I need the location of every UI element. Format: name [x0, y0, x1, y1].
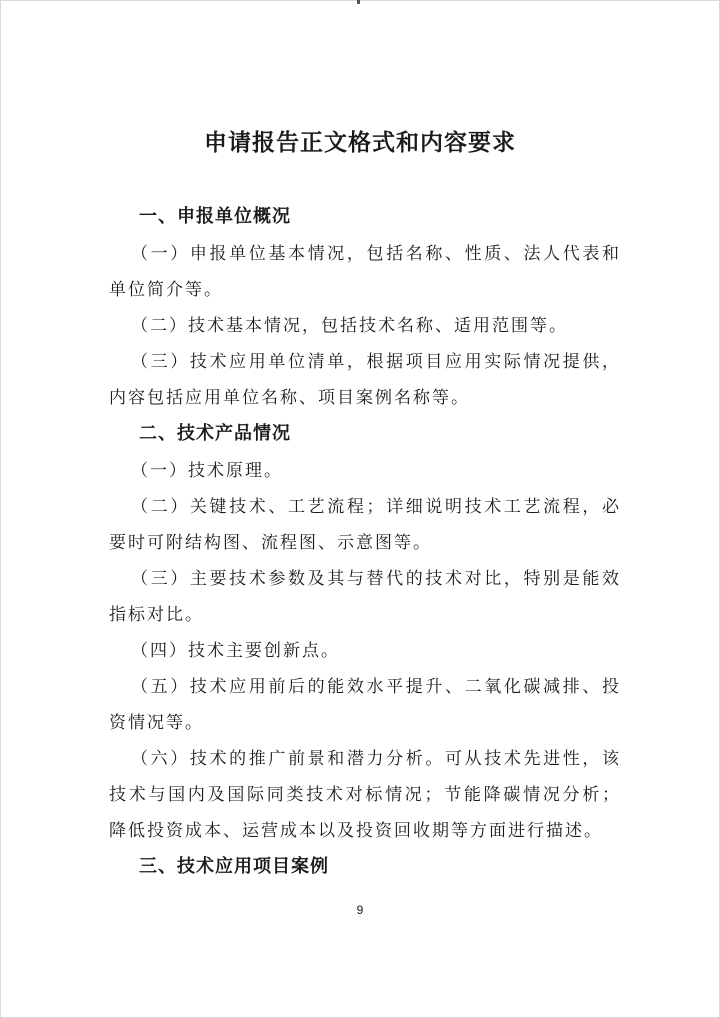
paragraph: （三）主要技术参数及其与替代的技术对比，特别是能效指标对比。 — [109, 569, 621, 625]
paragraph: （三）技术应用单位清单，根据项目应用实际情况提供，内容包括应用单位名称、项目案例名称等。 — [109, 352, 621, 408]
document-body — [109, 199, 621, 886]
section-2 — [109, 416, 621, 849]
binding-mark — [357, 0, 360, 4]
section-heading: 三、技术应用项目案例 — [139, 856, 329, 877]
section-heading: 二、技术产品情况 — [139, 423, 291, 444]
paragraph: （二）技术基本情况，包括技术名称、适用范围等。 — [131, 316, 568, 336]
paragraph: （四）技术主要创新点。 — [131, 641, 340, 661]
paragraph: （二）关键技术、工艺流程；详细说明技术工艺流程，必要时可附结构图、流程图、示意图等。 — [109, 497, 621, 553]
page-number: 9 — [356, 903, 364, 917]
paragraph: （一）技术原理。 — [131, 461, 283, 481]
paragraph: （六）技术的推广前景和潜力分析。可从技术先进性，该技术与国内及国际同类技术对标情况；节能降碳情况分析；降低投资成本、运营成本以及投资回收期等方面进行描述。 — [109, 749, 621, 841]
section-3 — [109, 849, 621, 886]
section-heading: 一、申报单位概况 — [139, 206, 291, 227]
document-title: 申请报告正文格式和内容要求 — [204, 129, 516, 156]
paragraph: （一）申报单位基本情况，包括名称、性质、法人代表和单位简介等。 — [109, 244, 621, 300]
section-1 — [109, 199, 621, 416]
paragraph: （五）技术应用前后的能效水平提升、二氧化碳减排、投资情况等。 — [109, 677, 621, 733]
